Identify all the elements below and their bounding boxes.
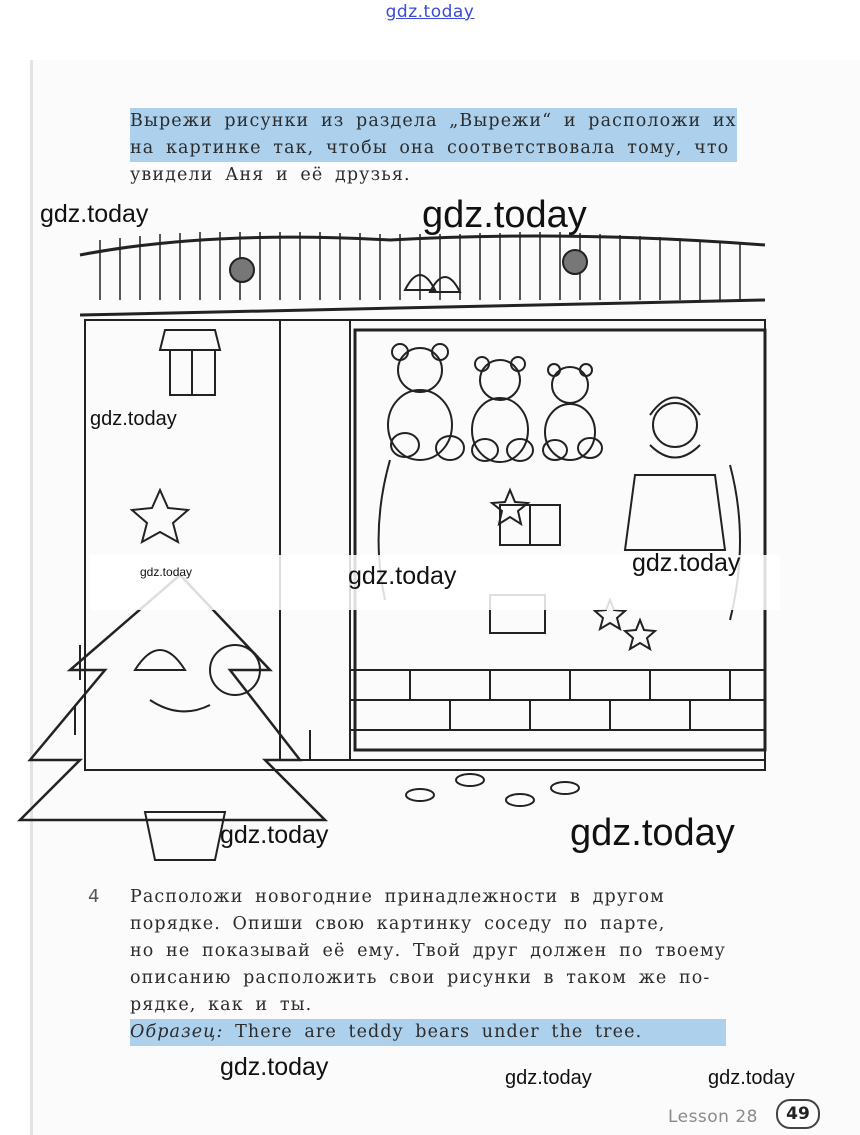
page-number: 49: [776, 1099, 820, 1129]
task-4-example: [130, 1019, 726, 1046]
top-watermark-link[interactable]: gdz.today: [385, 2, 475, 22]
lesson-label: Lesson 28: [667, 1107, 758, 1127]
instruction-line-1: Вырежи рисунки из раздела „Вырежи“ и расположи их: [130, 108, 737, 135]
watermark: gdz.today: [708, 1067, 795, 1089]
christmas-shop-illustration: [10, 200, 780, 875]
instruction-line-3: увидели Аня и её друзья.: [130, 165, 411, 185]
instruction-line-2: на картинке так, чтобы она соответствовала тому, что: [130, 135, 737, 162]
watermark: gdz.today: [632, 549, 741, 577]
task-4-line-2: порядке. Опиши свою картинку соседу по парте,: [130, 914, 666, 934]
watermark: gdz.today: [570, 812, 735, 854]
task-instructions: [130, 108, 737, 189]
example-label: Образец:: [130, 1022, 224, 1042]
watermark: gdz.today: [90, 408, 177, 430]
example-text: There are teddy bears under the tree.: [235, 1022, 643, 1042]
task-4-line-4: описанию расположить свои рисунки в таком же по-: [130, 968, 711, 988]
watermark: gdz.today: [220, 1053, 329, 1081]
watermark: gdz.today: [348, 562, 457, 590]
task-4-line-1: Расположи новогодние принадлежности в другом: [130, 887, 665, 907]
task-4-text: [130, 884, 726, 1046]
watermark: gdz.today: [40, 200, 149, 228]
watermark: gdz.today: [505, 1067, 592, 1089]
task-4-line-3: но не показывай её ему. Твой друг должен по твоему: [130, 941, 727, 961]
task-number: 4: [88, 886, 100, 907]
watermark: gdz.today: [220, 821, 329, 849]
watermark: gdz.today: [140, 565, 193, 579]
watermark: gdz.today: [422, 194, 587, 236]
task-4-line-5: рядке, как и ты.: [130, 995, 313, 1015]
